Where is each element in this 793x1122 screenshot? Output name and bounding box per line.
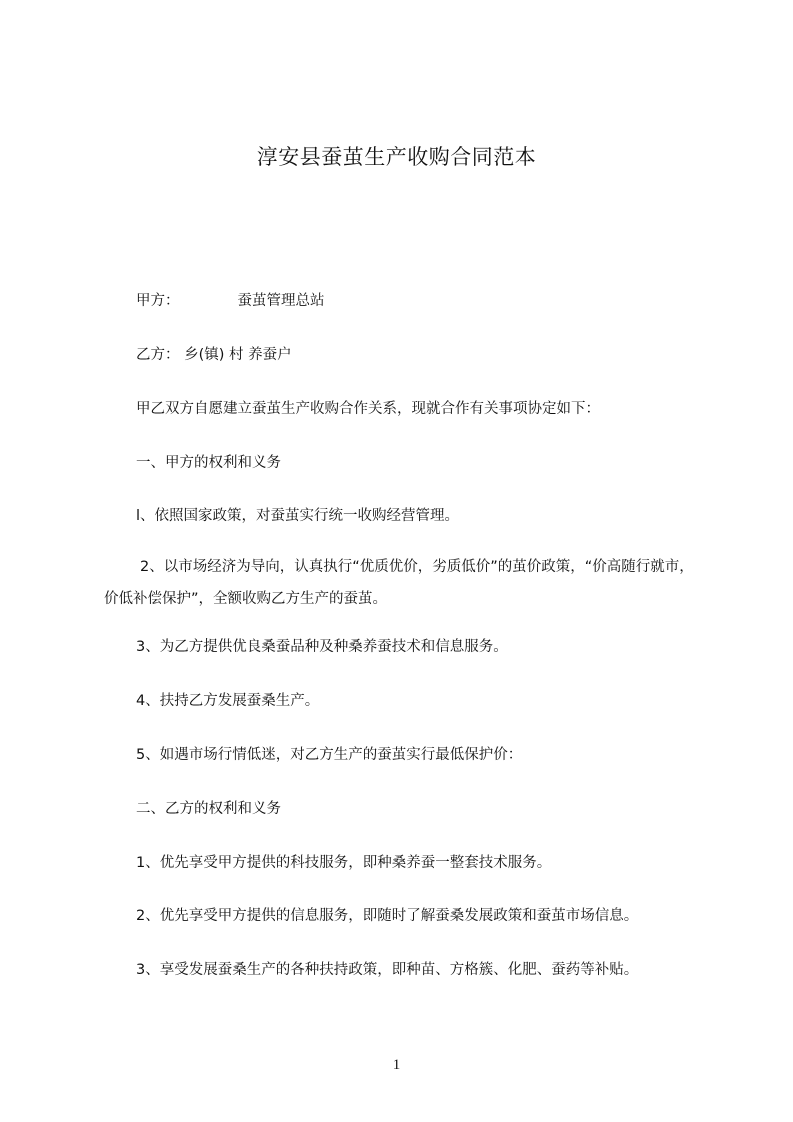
intro-paragraph: 甲乙双方自愿建立蚕茧生产收购合作关系，现就合作有关事项协定如下： xyxy=(136,401,600,417)
section-2-heading: 二、乙方的权利和义务 xyxy=(136,801,281,817)
section-1-item-3: 3、为乙方提供优良桑蚕品种及种桑养蚕技术和信息服务。 xyxy=(136,639,508,655)
section-2-item-2: 2、优先享受甲方提供的信息服务，即随时了解蚕桑发展政策和蚕茧市场信息。 xyxy=(136,908,639,924)
section-2-item-3: 3、享受发展蚕桑生产的各种扶持政策，即种苗、方格簇、化肥、蚕药等补贴。 xyxy=(136,962,639,978)
party-a-label: 甲方： xyxy=(136,293,180,309)
page-number: 1 xyxy=(392,1057,401,1073)
party-b-line: 乙方： 乡(镇) 村 养蚕户 xyxy=(136,347,292,363)
section-1-item-2 xyxy=(104,551,704,615)
section-1-item-5: 5、如遇市场行情低迷，对乙方生产的蚕茧实行最低保护价： xyxy=(136,747,523,763)
section-2-item-1: 1、优先享受甲方提供的科技服务，即种桑养蚕一整套技术服务。 xyxy=(136,855,552,871)
party-a-value: 蚕茧管理总站 xyxy=(237,293,325,309)
section-1-item-2-text: 2、以市场经济为导向，认真执行“优质优价，劣质低价”的茧价政策，“价高随行就市，价低补偿保护”，全额收购乙方生产的蚕茧。 xyxy=(104,559,694,607)
document-title: 淳安县蚕茧生产收购合同范本 xyxy=(256,145,537,169)
section-1-heading: 一、甲方的权利和义务 xyxy=(136,455,281,471)
section-1-item-1: l、依照国家政策，对蚕茧实行统一收购经营管理。 xyxy=(136,508,460,524)
section-1-item-4: 4、扶持乙方发展蚕桑生产。 xyxy=(136,693,320,709)
party-a-line xyxy=(136,291,325,311)
